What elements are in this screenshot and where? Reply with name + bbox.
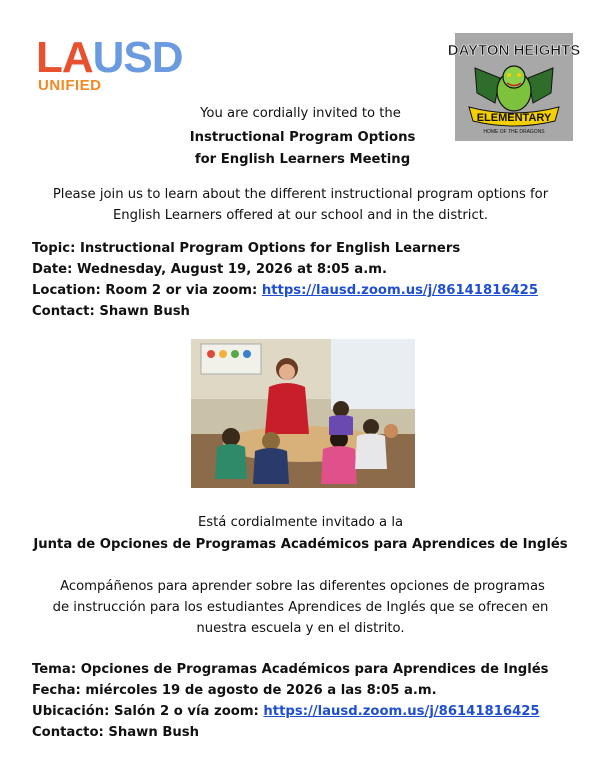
lausd-logo: [36, 33, 206, 96]
date-line: Date: Wednesday, August 19, 2026 at 8:05 a.m.: [32, 262, 387, 277]
intro-line2-es: de instrucción para los estudiantes Aprendices de Inglés que se ofrecen en: [52, 600, 549, 615]
meeting-title-line2: for English Learners Meeting: [194, 152, 411, 167]
zoom-link-es[interactable]: https://lausd.zoom.us/j/86141816425: [263, 704, 540, 719]
location-line: [32, 280, 592, 301]
location-label: Location: Room 2 or via zoom:: [32, 283, 262, 298]
school-name: DAYTON HEIGHTS: [447, 42, 581, 59]
invite-text: You are cordially invited to the: [200, 106, 401, 121]
topic-line: Topic: Instructional Program Options for English Learners: [32, 241, 461, 256]
contact-line: Contact: Shawn Bush: [32, 304, 190, 319]
intro-line1: Please join us to learn about the different instructional program options for: [52, 187, 549, 202]
intro-line3-es: nuestra escuela y en el distrito.: [196, 621, 405, 636]
location-line-es: [32, 701, 592, 722]
date-line-es: Fecha: miércoles 19 de agosto de 2026 a las 8:05 a.m.: [32, 683, 437, 698]
meeting-title-line1: Instructional Program Options: [189, 130, 416, 145]
location-label-es: Ubicación: Salón 2 o vía zoom:: [32, 704, 264, 719]
intro-line1-es: Acompáñenos para aprender sobre las diferentes opciones de programas: [60, 579, 545, 594]
meeting-title-es: Junta de Opciones de Programas Académicos para Aprendices de Inglés: [33, 537, 568, 552]
intro-line2: English Learners offered at our school and in the district.: [112, 208, 489, 223]
logo-unified: UNIFIED: [38, 77, 102, 94]
logo-la: LA: [36, 33, 93, 82]
contact-line-es: Contacto: Shawn Bush: [32, 725, 200, 740]
school-banner-text: ELEMENTARY: [476, 112, 552, 124]
invite-text-es: Está cordialmente invitado a la: [197, 515, 404, 530]
topic-line-es: Tema: Opciones de Programas Académicos para Aprendices de Inglés: [32, 662, 549, 677]
dayton-heights-logo: [447, 33, 581, 141]
logo-usd: USD: [92, 33, 183, 82]
school-motto: HOME OF THE DRAGONS: [483, 129, 545, 135]
zoom-link[interactable]: https://lausd.zoom.us/j/86141816425: [261, 283, 539, 298]
classroom-photo: [191, 339, 415, 488]
